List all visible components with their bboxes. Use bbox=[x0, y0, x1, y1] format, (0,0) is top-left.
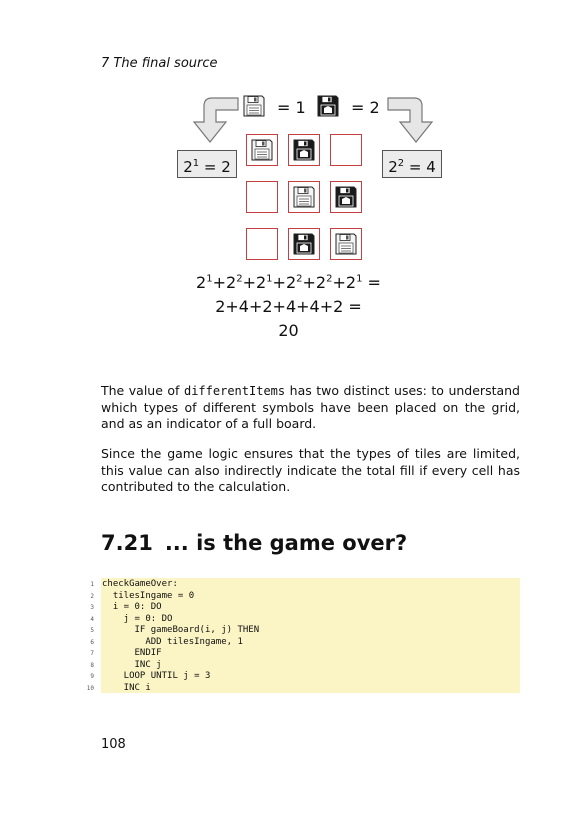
sum-term-exponent: 2 bbox=[236, 273, 243, 285]
code-line: INC i bbox=[102, 682, 151, 693]
sum-term-exponent: 1 bbox=[356, 273, 363, 285]
section-title: ... is the game over? bbox=[164, 531, 408, 555]
code-line: ADD tilesIngame, 1 bbox=[102, 636, 243, 647]
grid-cell bbox=[288, 181, 320, 213]
right-box-exponent: 2 bbox=[397, 158, 405, 169]
right-box-base: 2 bbox=[388, 158, 398, 176]
left-arrow-icon bbox=[186, 94, 244, 146]
code-line-number: 7 bbox=[90, 650, 94, 657]
chapter-header: 7 The final source bbox=[101, 56, 218, 71]
sum-expression-powers bbox=[0, 273, 577, 292]
sum-term-base: 2 bbox=[226, 273, 237, 292]
sum-term-exponent: 1 bbox=[206, 273, 213, 285]
grid-cell bbox=[246, 181, 278, 213]
floppy-disk-dark-icon bbox=[316, 94, 340, 118]
code-line-number: 5 bbox=[90, 627, 94, 634]
left-box-base: 2 bbox=[183, 158, 193, 176]
code-line: i = 0: DO bbox=[102, 602, 162, 612]
sum-term-base: 2 bbox=[255, 273, 267, 292]
grid-cell bbox=[330, 228, 362, 260]
sum-term-separator: + bbox=[302, 273, 316, 292]
grid-cell bbox=[330, 134, 362, 166]
sum-total: 20 bbox=[278, 321, 299, 340]
code-line-number: 8 bbox=[90, 661, 94, 669]
paragraph-text-start: The value of bbox=[101, 383, 184, 398]
page-number: 108 bbox=[101, 737, 126, 752]
sum-term-separator: = bbox=[362, 273, 381, 292]
sum-term-separator: + bbox=[332, 273, 346, 292]
code-line-number: 10 bbox=[86, 684, 94, 692]
left-box-exponent: 1 bbox=[192, 158, 200, 169]
section-number: 7.21 bbox=[101, 531, 153, 555]
code-line-number: 2 bbox=[90, 592, 94, 600]
grid-cell bbox=[246, 134, 278, 166]
left-box-result: = 2 bbox=[199, 158, 231, 176]
sum-term-base: 2 bbox=[196, 273, 207, 292]
sum-term-base: 2 bbox=[285, 273, 297, 292]
floppy-disk-light-icon bbox=[242, 94, 266, 118]
sum-term-separator: + bbox=[272, 273, 286, 292]
sum-term-separator: + bbox=[242, 273, 256, 292]
paragraph-tile-types: Since the game logic ensures that the types of tiles are limited, this value can also indirectly indicate the total fill if every cell has contributed to the calculation. bbox=[101, 446, 520, 494]
legend-light-value: = 1 bbox=[277, 98, 306, 117]
right-power-box bbox=[382, 150, 442, 178]
code-line-number: 6 bbox=[90, 638, 94, 646]
sum-term-exponent: 2 bbox=[326, 273, 333, 285]
code-line-number: 4 bbox=[90, 615, 94, 623]
code-line: checkGameOver: bbox=[102, 579, 178, 589]
code-line: IF gameBoard(i, j) THEN bbox=[102, 625, 260, 635]
grid-cell bbox=[246, 228, 278, 260]
section-heading bbox=[101, 531, 407, 555]
sum-term-exponent: 1 bbox=[266, 273, 273, 285]
grid-cell bbox=[330, 181, 362, 213]
right-box-result: = 4 bbox=[404, 158, 436, 176]
left-power-box bbox=[177, 150, 237, 178]
code-line-number: 3 bbox=[90, 604, 94, 611]
inline-code: differentItems bbox=[183, 384, 286, 398]
right-arrow-icon bbox=[382, 94, 440, 146]
paragraph-text-end: has two distinct uses: to understand which types of different symbols have been placed on the grid, and as an indicator of a full board. bbox=[101, 383, 520, 431]
grid-cell bbox=[288, 228, 320, 260]
code-line: ENDIF bbox=[102, 648, 162, 658]
sum-term-base: 2 bbox=[345, 273, 357, 292]
sum-term-base: 2 bbox=[315, 273, 327, 292]
paragraph-different-items bbox=[101, 383, 520, 433]
code-line-number: 1 bbox=[90, 581, 94, 588]
code-line: tilesIngame = 0 bbox=[102, 590, 195, 601]
grid-cell bbox=[288, 134, 320, 166]
code-line: LOOP UNTIL j = 3 bbox=[102, 671, 211, 681]
sum-expression-values: 2+4+2+4+4+2 = bbox=[215, 297, 362, 316]
code-line: j = 0: DO bbox=[102, 613, 173, 624]
code-line: INC j bbox=[102, 659, 162, 670]
legend-dark-value: = 2 bbox=[351, 98, 380, 117]
scoring-diagram bbox=[0, 88, 577, 348]
sum-term-separator: + bbox=[212, 273, 227, 292]
code-line-number: 9 bbox=[90, 673, 94, 680]
sum-term-exponent: 2 bbox=[296, 273, 303, 285]
